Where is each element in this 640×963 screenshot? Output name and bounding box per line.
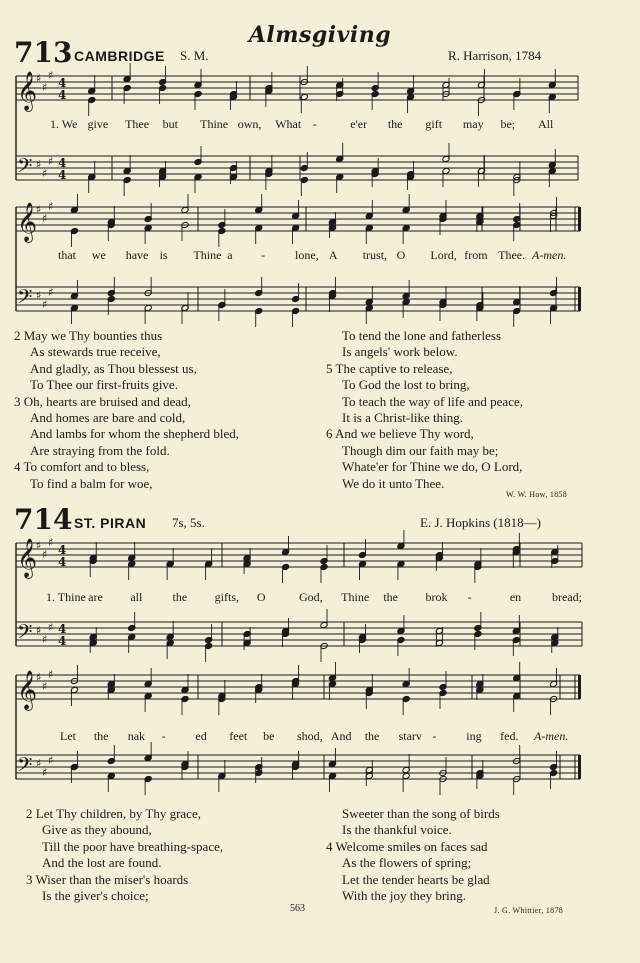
verse-line: And lambs for whom the shepherd bled,: [30, 426, 240, 442]
verse-line: Is the thankful voice.: [342, 822, 452, 838]
sharp-icon: ♯: [48, 668, 54, 681]
sharp-icon: ♯: [36, 539, 42, 552]
verse-line: 2 Let Thy children, by Thy grace,: [26, 806, 201, 821]
sharp-icon: ♯: [42, 766, 48, 779]
lyric-syllable: feet: [229, 729, 248, 743]
bass-clef-icon: 𝄢: [17, 620, 33, 648]
section-title: Almsgiving: [248, 22, 392, 48]
sharp-icon: ♯: [48, 286, 54, 299]
final-barline: [578, 755, 581, 779]
bass-clef-icon: 𝄢: [17, 285, 33, 313]
bass-clef-icon: 𝄢: [17, 154, 33, 182]
lyric-syllable: O: [396, 248, 406, 262]
verse-line: 3 Wiser than the miser's hoards: [26, 871, 189, 887]
hymn-713-tune: CAMBRIDGE: [74, 48, 165, 64]
lyric-syllable: Let: [60, 729, 76, 743]
verse-line: 3 Oh, hearts are bruised and dead,: [14, 393, 191, 409]
verse-line: Are straying from the fold.: [30, 442, 170, 458]
hymn-714-meter: 7s, 5s.: [172, 515, 205, 530]
hymn-714-verses-right: [326, 806, 500, 904]
verse-line: To teach the way of life and peace,: [342, 393, 523, 409]
sharp-icon: ♯: [36, 203, 42, 216]
lyric-syllable: the: [383, 590, 398, 604]
lyric-syllable: ing: [466, 729, 482, 743]
verse-line: As the flowers of spring;: [342, 855, 472, 871]
sharp-icon: ♯: [36, 289, 42, 302]
verse-line: 2 May we Thy bounties thus: [14, 328, 163, 343]
time-signature: 4: [58, 88, 67, 102]
sharp-icon: ♯: [48, 69, 54, 82]
treble-clef-icon: 𝄞: [17, 670, 38, 710]
verse-line: Though dim our faith may be;: [342, 442, 499, 458]
lyric-syllable: gift: [425, 117, 443, 131]
verse-line: To tend the lone and fatherless: [342, 328, 502, 343]
verse-line: Sweeter than the song of birds: [342, 806, 500, 821]
verse-line: Let the tender hearts be glad: [342, 871, 490, 887]
verse-line: With the joy they bring.: [342, 888, 467, 904]
treble-clef-icon: 𝄞: [17, 71, 38, 111]
hymn-713-author: W. W. How, 1858: [506, 490, 568, 499]
lyric-syllable: Thine: [193, 248, 222, 262]
lyric-syllable: fed.: [500, 729, 519, 743]
lyric-syllable: all: [130, 590, 143, 604]
hymn-713-verses-left: [14, 328, 239, 492]
hymn-713-number: 713: [14, 36, 73, 69]
lyric-syllable: may: [462, 117, 484, 131]
hymn-714-tune: ST. PIRAN: [74, 515, 147, 531]
lyric-syllable: nak: [127, 729, 146, 743]
lyric-syllable: A-men.: [534, 729, 569, 743]
sharp-icon: ♯: [48, 155, 54, 168]
final-barline: [578, 207, 581, 231]
sharp-icon: ♯: [42, 81, 48, 94]
time-signature: 4: [58, 622, 67, 636]
sharp-icon: ♯: [48, 536, 54, 549]
verse-line: It is a Christ-like thing.: [342, 410, 463, 426]
sharp-icon: ♯: [42, 167, 48, 180]
lyric-syllable: -: [161, 729, 166, 743]
lyric-syllable: bread;: [552, 590, 582, 604]
lyric-syllable: Thine: [200, 117, 229, 131]
lyric-syllable: Thee: [125, 117, 150, 131]
lyric-syllable: a: [227, 248, 233, 262]
verse-line: Give as they abound,: [42, 822, 152, 838]
verse-line: To find a balm for woe,: [30, 475, 153, 491]
hymn-714-number: 714: [14, 503, 73, 536]
sharp-icon: ♯: [42, 298, 48, 311]
lyric-syllable: give: [87, 117, 109, 131]
hymn-714-verses-left: [26, 806, 223, 904]
time-signature: 4: [58, 634, 67, 648]
sharp-icon: ♯: [36, 624, 42, 637]
lyric-syllable: the: [93, 729, 109, 743]
lyric-syllable: the: [364, 729, 380, 743]
sharp-icon: ♯: [42, 633, 48, 646]
lyric-syllable: the: [172, 590, 188, 604]
time-signature: 4: [58, 168, 67, 182]
lyric-syllable: -: [432, 729, 437, 743]
lyric-syllable: is: [159, 248, 168, 262]
verse-line: To Thee our first-fruits give.: [30, 377, 178, 393]
hymn-713-verses-right: [326, 328, 523, 492]
time-signature: 4: [58, 543, 67, 557]
lyric-syllable: we: [91, 248, 106, 262]
sharp-icon: ♯: [48, 200, 54, 213]
verse-line: As stewards true receive,: [30, 344, 161, 360]
verse-line: And gladly, as Thou blessest us,: [30, 360, 197, 376]
hymn-714-author: J. G. Whittier, 1878: [494, 906, 564, 915]
lyric-syllable: be;: [500, 117, 516, 131]
sharp-icon: ♯: [42, 212, 48, 225]
lyric-syllable: are: [88, 590, 103, 604]
lyric-syllable: -: [312, 117, 317, 131]
time-signature: 4: [58, 76, 67, 90]
sharp-icon: ♯: [36, 158, 42, 171]
lyric-syllable: 1. We: [50, 117, 78, 131]
lyric-syllable: e'er: [350, 117, 368, 131]
lyric-syllable: from: [464, 248, 488, 262]
hymn-713-composer: R. Harrison, 1784: [448, 48, 542, 63]
lyric-syllable: 1. Thine: [46, 590, 86, 604]
lyric-syllable: Thee.: [498, 248, 526, 262]
page-number: 563: [290, 903, 305, 914]
time-signature: 4: [58, 555, 67, 569]
lyric-syllable: -: [261, 248, 266, 262]
lyric-syllable: have: [125, 248, 149, 262]
bass-clef-icon: 𝄢: [17, 753, 33, 781]
lyric-syllable: the: [387, 117, 403, 131]
final-barline: [578, 287, 581, 311]
verse-line: Whate'er for Thine we do, O Lord,: [342, 459, 523, 475]
verse-line: And the lost are found.: [42, 855, 162, 871]
lyric-syllable: starv: [398, 729, 422, 743]
verse-line: To God the lost to bring,: [342, 377, 470, 393]
lyric-syllable: but: [162, 117, 178, 131]
lyric-syllable: What: [275, 117, 302, 131]
hymn-714-composer: E. J. Hopkins (1818—): [420, 515, 541, 530]
lyric-syllable: that: [58, 248, 76, 262]
verse-line: Is angels' work below.: [342, 344, 458, 360]
lyric-syllable: en: [509, 590, 522, 604]
sharp-icon: ♯: [42, 548, 48, 561]
sharp-icon: ♯: [36, 757, 42, 770]
lyric-syllable: trust,: [362, 248, 388, 262]
lyric-syllable: O: [256, 590, 266, 604]
hymn-713-meter: S. M.: [180, 48, 209, 63]
sharp-icon: ♯: [48, 754, 54, 767]
verse-line: We do it unto Thee.: [342, 475, 445, 491]
verse-line: Is the giver's choice;: [42, 888, 149, 904]
verse-line: Till the poor have breathing-space,: [42, 838, 224, 854]
lyric-syllable: own,: [237, 117, 262, 131]
lyric-syllable: gifts,: [214, 590, 239, 604]
sharp-icon: ♯: [36, 671, 42, 684]
treble-clef-icon: 𝄞: [17, 538, 38, 578]
verse-line: 5 The captive to release,: [326, 360, 453, 376]
lyric-syllable: Thine: [341, 590, 370, 604]
lyric-syllable: And: [330, 729, 352, 743]
sharp-icon: ♯: [36, 72, 42, 85]
lyric-syllable: A-men.: [532, 248, 567, 262]
verse-line: 4 Welcome smiles on faces sad: [326, 838, 488, 854]
lyric-syllable: All: [538, 117, 554, 131]
treble-clef-icon: 𝄞: [17, 202, 38, 242]
lyric-syllable: Lord,: [430, 248, 457, 262]
sharp-icon: ♯: [42, 680, 48, 693]
sharp-icon: ♯: [48, 621, 54, 634]
lyric-syllable: A: [328, 248, 338, 262]
lyric-syllable: -: [467, 590, 472, 604]
lyric-syllable: be: [263, 729, 275, 743]
lyric-syllable: ed: [195, 729, 207, 743]
lyric-syllable: shod,: [297, 729, 323, 743]
verse-line: 6 And we believe Thy word,: [326, 426, 474, 442]
lyric-syllable: God,: [299, 590, 323, 604]
verse-line: And homes are bare and cold,: [30, 410, 186, 426]
final-barline: [578, 675, 581, 699]
lyric-syllable: lone,: [295, 248, 319, 262]
lyric-syllable: brok: [425, 590, 448, 604]
verse-line: 4 To comfort and to bless,: [14, 459, 150, 475]
time-signature: 4: [58, 156, 67, 170]
